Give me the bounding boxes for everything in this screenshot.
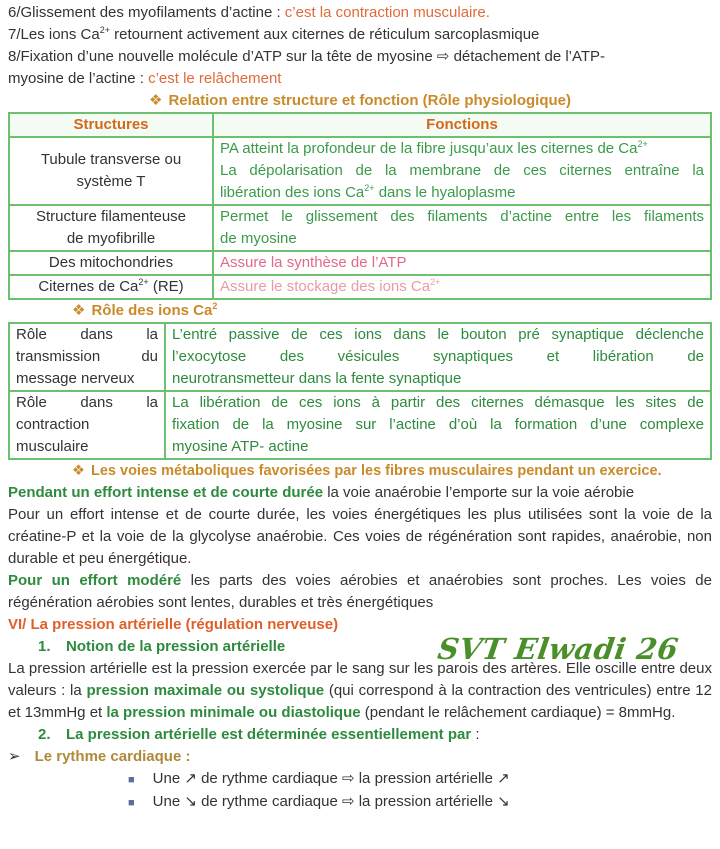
diamond-bullet-icon: ❖ [72,463,85,479]
voies-paragraph-1: Pendant un effort intense et de courte durée la voie anaérobie l’emporte sur la voie aérobie [8,484,635,501]
table-row [9,323,711,391]
list-item: ■ Une ↗ de rythme cardiaque ⇨ la pression artérielle ↗ [128,770,510,787]
highlight-relachement: c’est le relâchement [148,70,282,87]
role-description-cell: L’entré passive de ces ions dans le bouton pré synaptique déclenche l’exocytose des vésicules synaptiques et libération de neurotransmetteur dans la fente synaptique [165,323,711,391]
structure-function-table [8,112,712,300]
highlight-contraction: c’est la contraction musculaire. [284,4,490,21]
intro-line-8-cont: myosine de l’actine : c’est le relâchement [8,70,282,87]
role-cell: Rôle dans la transmission du message nerveux [9,323,165,391]
intro-line-7: 7/Les ions $Ca^{2+}$ retournent activement aux citernes de réticulum sarcoplasmique [8,25,540,43]
voies-paragraph-2: Pour un effort intense et de courte durée, les voies énergétiques les plus utilisées sont la voie de la créatine-P et la voie de la glycolyse anaérobie. Ces voies de régénération sont rapides, anaérobie, non durable et peu énergétique. [8,506,712,567]
intro-line-6: 6/Glissement des myofilaments d’actine : c’est la contraction musculaire. [8,4,490,21]
author-signature: SVT Elwadi 26 [435,632,681,666]
subheading-determinee: 2. La pression artérielle est déterminée essentiellement par : [38,726,480,743]
rythme-heading: ➢ Le rythme cardiaque : [8,748,191,765]
function-cell: PA atteint la profondeur de la fibre jusqu’aux les citernes de $Ca^{2+}$ La dépolarisation de la membrane de ces citernes entraîne la libération des ions $Ca^{2+}$ dans le hyaloplasme [213,137,711,205]
column-header-fonctions: Fonctions [213,113,711,137]
voies-paragraph-3: Pour un effort modéré les parts des voies aérobies et anaérobies sont proches. Les voies de régénération aérobies sont lentes, durables et très énergétiques [8,572,712,611]
function-cell: Assure le stockage des ions $Ca^{2+}$ [213,275,711,299]
table-row [9,137,711,205]
subheading-notion: 1. Notion de la pression artérielle [38,638,286,655]
diamond-bullet-icon: ❖ [72,302,86,319]
intro-line-8: 8/Fixation d’une nouvelle molécule d’ATP sur la tête de myosine ⇨ détachement de l’ATP- [8,48,606,65]
square-bullet-icon: ■ [128,797,135,809]
column-header-structures: Structures [9,113,213,137]
diamond-bullet-icon: ❖ [149,92,163,109]
square-bullet-icon: ■ [128,774,135,786]
pression-paragraph: La pression artérielle est la pression exercée par le sang sur les parois des artères. Elle oscille entre deux valeurs : la pression maximale ou systolique (qui correspond à la contraction des ventricules) entre 12 et 13mmHg et la pression minimale ou diastolique (pendant le relâchement cardiaque) = 8mmHg. [8,660,712,721]
table-row [9,205,711,251]
section-heading-voies: ❖ Les voies métaboliques favorisées par les fibres musculaires pendant un exercice. [72,463,662,479]
function-cell: Permet le glissement des filaments d’actine entre les filaments de myosine [213,205,711,251]
section-heading-pression: VI/ La pression artérielle (régulation nerveuse) [8,616,339,633]
role-cell: Rôle dans la contraction musculaire [9,391,165,459]
structure-cell: Tubule transverse ou système T [9,137,213,205]
table-row [9,251,711,275]
list-item: ■ Une ↘ de rythme cardiaque ⇨ la pression artérielle ↘ [128,793,510,810]
structure-cell: Des mitochondries [9,251,213,275]
role-description-cell: La libération de ces ions à partir des citernes démasque les sites de fixation de la myosine sur l’actine d’où la formation d’une complexe myosine ATP- actine [165,391,711,459]
section-heading-ions: ❖ Rôle des ions Ca$^2$ [72,301,218,319]
table-header-row [9,113,711,137]
table-row [9,275,711,299]
table-row [9,391,711,459]
function-cell: Assure la synthèse de l’ATP [213,251,711,275]
calcium-roles-table [8,322,712,460]
arrow-bullet-icon: ➢ [8,748,21,765]
section-heading-structure: ❖ Relation entre structure et fonction (Rôle physiologique) [149,92,571,109]
structure-cell: Structure filamenteuse de myofibrille [9,205,213,251]
structure-cell: Citernes de $Ca^{2+}$ (RE) [9,275,213,299]
